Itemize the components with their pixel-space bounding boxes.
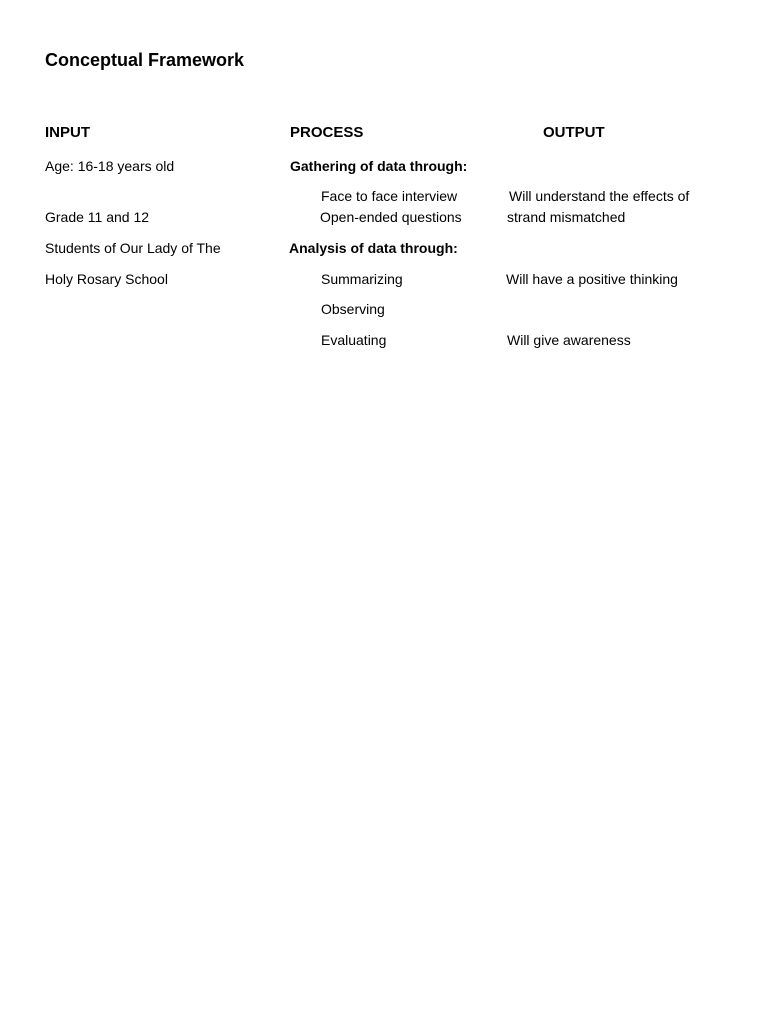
input-school: Holy Rosary School xyxy=(45,271,168,287)
output-line: Will have a positive thinking xyxy=(506,271,678,287)
process-analysis-item: Summarizing xyxy=(321,271,403,287)
process-analysis-item: Observing xyxy=(321,301,385,317)
output-line: Will give awareness xyxy=(507,332,631,348)
process-analysis-item: Evaluating xyxy=(321,332,387,348)
output-line: strand mismatched xyxy=(507,209,626,225)
process-gathering-item: Open-ended questions xyxy=(320,209,462,225)
input-age: Age: 16-18 years old xyxy=(45,158,175,174)
process-gathering-heading: Gathering of data through: xyxy=(290,158,468,174)
process-heading: PROCESS xyxy=(290,124,364,141)
input-students: Students of Our Lady of The xyxy=(45,240,221,256)
process-analysis-heading: Analysis of data through: xyxy=(289,240,458,256)
input-grade: Grade 11 and 12 xyxy=(45,209,150,225)
page-title: Conceptual Framework xyxy=(45,50,245,70)
output-line: Will understand the effects of xyxy=(509,188,690,204)
output-heading: OUTPUT xyxy=(543,124,605,141)
input-heading: INPUT xyxy=(45,124,90,141)
process-gathering-item: Face to face interview xyxy=(321,188,458,204)
